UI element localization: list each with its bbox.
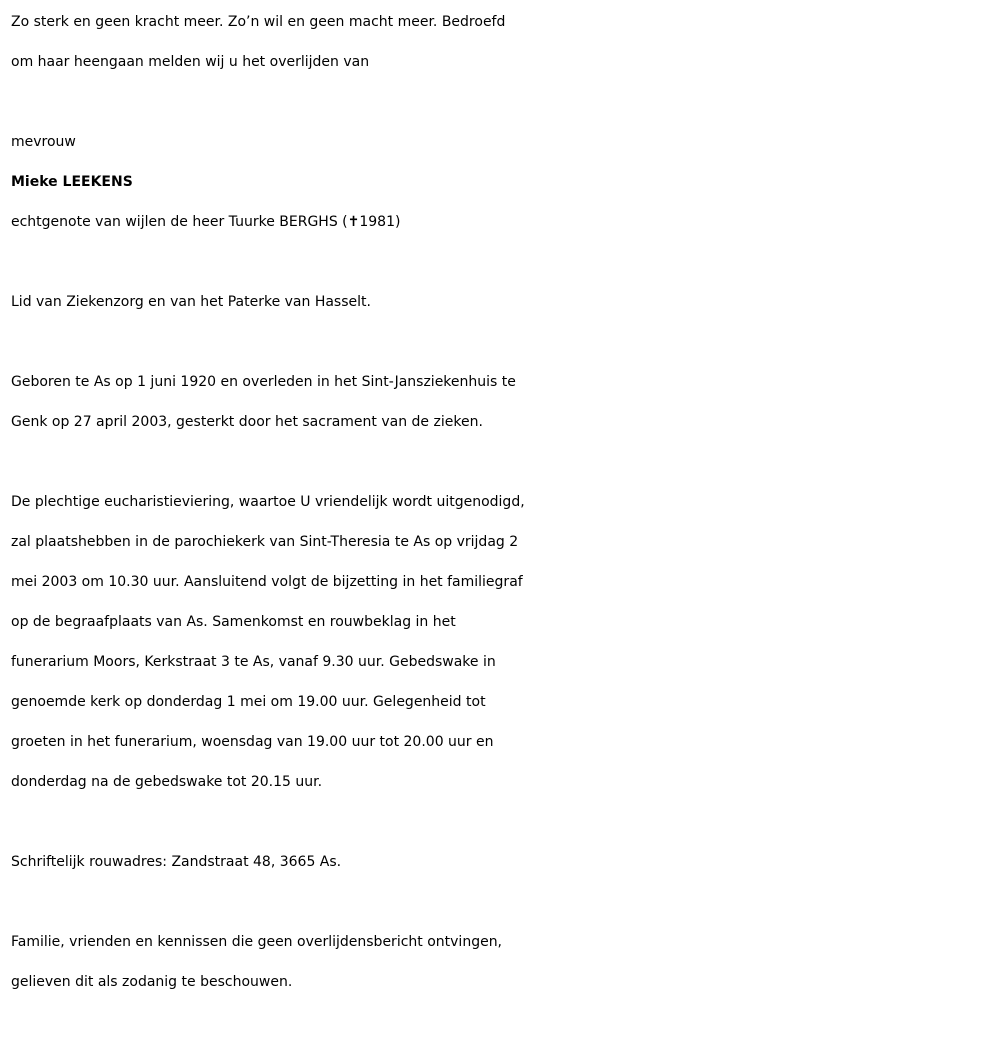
person-title: mevrouw	[11, 134, 76, 150]
birth-death-line-2: Genk op 27 april 2003, gesterkt door het sacrament van de zieken.	[11, 414, 483, 430]
spacer	[11, 322, 1000, 362]
closing-line-1: Familie, vrienden en kennissen die geen overlijdensbericht ontvingen,	[11, 934, 503, 950]
person-name: Mieke LEEKENS	[11, 174, 133, 190]
ceremony-line-2: zal plaatshebben in de parochiekerk van Sint-Theresia te As op vrijdag 2	[11, 534, 519, 550]
spouse-line: echtgenote van wijlen de heer Tuurke BERGHS (✝1981)	[11, 214, 401, 230]
ceremony-line-1: De plechtige eucharistieviering, waartoe U vriendelijk wordt uitgenodigd,	[11, 494, 525, 510]
mourning-address: Schriftelijk rouwadres: Zandstraat 48, 3665 As.	[11, 854, 342, 870]
intro-line-1: Zo sterk en geen kracht meer. Zo’n wil en geen macht meer. Bedroefd	[11, 14, 506, 30]
spacer	[11, 242, 1000, 282]
spacer	[11, 82, 1000, 122]
spacer	[11, 442, 1000, 482]
ceremony-line-3: mei 2003 om 10.30 uur. Aansluitend volgt de bijzetting in het familiegraf	[11, 574, 523, 590]
closing-line-2: gelieven dit als zodanig te beschouwen.	[11, 974, 293, 990]
intro-line-2: om haar heengaan melden wij u het overlijden van	[11, 54, 370, 70]
membership-line: Lid van Ziekenzorg en van het Paterke van Hasselt.	[11, 294, 371, 310]
ceremony-line-7: groeten in het funerarium, woensdag van 19.00 uur tot 20.00 uur en	[11, 734, 494, 750]
ceremony-line-8: donderdag na de gebedswake tot 20.15 uur.	[11, 774, 323, 790]
ceremony-line-5: funerarium Moors, Kerkstraat 3 te As, vanaf 9.30 uur. Gebedswake in	[11, 654, 496, 670]
ceremony-line-4: op de begraafplaats van As. Samenkomst en rouwbeklag in het	[11, 614, 456, 630]
spacer	[11, 882, 1000, 922]
birth-death-line-1: Geboren te As op 1 juni 1920 en overleden in het Sint-Jansziekenhuis te	[11, 374, 516, 390]
ceremony-line-6: genoemde kerk op donderdag 1 mei om 19.00 uur. Gelegenheid tot	[11, 694, 486, 710]
spacer	[11, 802, 1000, 842]
